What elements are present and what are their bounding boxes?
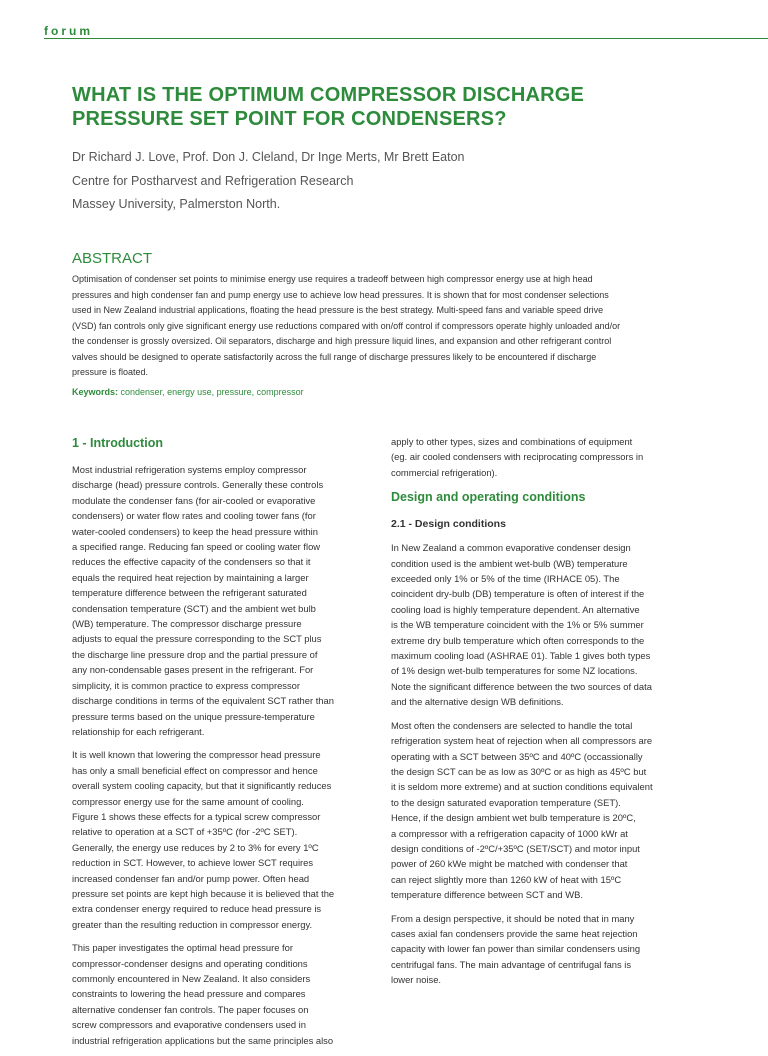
text-line: pressure set points are kept high because it is believed that the <box>72 887 335 899</box>
text-line: water-cooled condensers) to keep the head pressure within <box>72 525 318 537</box>
text-line: pressure terms based on the unique pressure-temperature <box>72 710 315 722</box>
affiliation: Centre for Postharvest and Refrigeration Research <box>72 173 354 188</box>
text-line: relative to operation at a SCT of +35ºC (for -2ºC SET). <box>72 826 298 838</box>
text-line: commercial refrigeration). <box>391 466 498 478</box>
text-line: is the WB temperature coincident with the 1% or 5% summer <box>391 619 644 631</box>
text-line: a compressor with a refrigeration capacity of 1000 kWr at <box>391 827 628 839</box>
text-line: temperature difference between SCT and WB. <box>391 889 583 901</box>
text-line: pressures and high condenser fan and pump energy use to achieve low head pressures. It is shown that for most condenser selections <box>72 289 609 300</box>
text-line: increased condenser fan and/or pump power. Often head <box>72 872 310 884</box>
text-line: cooling load is highly temperature dependent. An alternative <box>391 603 640 615</box>
header-rule <box>44 38 768 39</box>
text-line: coincident dry-bulb (DB) temperature is often of interest if the <box>391 588 645 600</box>
affiliation: Massey University, Palmerston North. <box>72 197 281 211</box>
text-line: reduces the effective capacity of the condensers so that it <box>72 556 311 568</box>
text-line: relationship for each refrigerant. <box>72 725 205 737</box>
keywords <box>72 386 304 399</box>
text-line: discharge (head) pressure controls. Generally these controls <box>72 479 324 491</box>
section-heading-design: Design and operating conditions <box>391 490 586 505</box>
text-line: Most industrial refrigeration systems employ compressor <box>72 464 307 475</box>
article-meta <box>72 146 465 217</box>
abstract-heading: ABSTRACT <box>72 250 153 267</box>
text-line: overall system cooling capacity, but that it significantly reduces <box>72 780 332 792</box>
text-line: maximum cooling load (ASHRAE 01). Table 1 gives both types <box>391 650 651 662</box>
section-heading-introduction: 1 - Introduction <box>72 436 163 450</box>
abstract-body <box>72 272 692 381</box>
title-line: PRESSURE SET POINT FOR CONDENSERS? <box>72 108 507 130</box>
paragraph <box>72 940 378 1048</box>
text-line: Figure 1 shows these effects for a typical screw compressor <box>72 810 321 822</box>
text-line: temperature difference between the refrigerant saturated <box>72 587 307 599</box>
authors: Dr Richard J. Love, Prof. Don J. Cleland, Dr Inge Merts, Mr Brett Eaton <box>72 150 465 164</box>
text-line: commonly encountered in New Zealand. It also considers <box>72 973 311 984</box>
text-line: the condenser is grossly oversized. Oil separators, discharge and high pressure liquid lines, and expansion and other refrigerant control <box>72 336 612 346</box>
paragraph <box>391 718 696 903</box>
text-line: operating with a SCT between 35ºC and 40ºC (occassionally <box>391 750 643 762</box>
text-line: to the design saturated evaporation temperature (SET). <box>391 796 621 808</box>
text-line: greater than the resulting reduction in compressor energy. <box>72 918 313 930</box>
keywords-list: condenser, energy use, pressure, compressor <box>120 387 304 397</box>
text-line: capacity with lower fan power than similar condensers using <box>391 943 641 955</box>
text-line: extreme dry bulb temperature which often corresponds to the <box>391 634 645 646</box>
text-line: centrifugal fans. The main advantage of centrifugal fans is <box>391 958 632 970</box>
paragraph <box>391 434 696 480</box>
text-line: and the alternative design WB definitions. <box>391 696 564 708</box>
text-line: It is well known that lowering the compressor head pressure <box>72 749 321 761</box>
text-line: Hence, if the design ambient wet bulb temperature is 20ºC, <box>391 812 636 824</box>
text-line: alternative condenser fan controls. The paper focuses on <box>72 1003 309 1015</box>
text-line: design conditions of -2ºC/+35ºC (SET/SCT) and motor input <box>391 842 640 854</box>
subsection-heading: 2.1 - Design conditions <box>391 518 506 531</box>
text-line: of 1% design wet-bulb temperatures for some NZ locations. <box>391 665 638 677</box>
text-line: constraints to lowering the head pressure and compares <box>72 988 306 1000</box>
paragraph <box>391 540 696 709</box>
text-line: Optimisation of condenser set points to minimise energy use requires a tradeoff between high compressor energy use at high head <box>72 274 593 284</box>
text-line: can reject slightly more than 1260 kW of heat with 15ºC <box>391 873 622 885</box>
text-line: a specified range. Reducing fan speed or cooling water flow <box>72 541 321 553</box>
text-line: (eg. air cooled condensers with reciprocating compressors in <box>391 451 644 463</box>
paragraph <box>72 462 378 739</box>
paragraph <box>391 911 696 988</box>
text-line: equals the required heat rejection by maintaining a larger <box>72 571 309 583</box>
text-line: From a design perspective, it should be noted that in many <box>391 912 635 924</box>
text-line: Generally, the energy use reduces by 2 to 3% for every 1ºC <box>72 841 319 853</box>
paragraph <box>72 747 378 932</box>
text-line: simplicity, it is common practice to express compressor <box>72 679 301 691</box>
text-line: (VSD) fan controls only give significant energy use reductions compared with on/off control if compressors operate highly unloaded and/or <box>72 320 621 331</box>
text-line: modulate the condenser fans (for air-cooled or evaporative <box>72 494 316 506</box>
text-line: Note the significant difference between the two sources of data <box>391 680 652 692</box>
section-tag: forum <box>44 24 93 38</box>
text-line: extra condenser energy required to reduce head pressure is <box>72 903 322 915</box>
text-line: pressure is floated. <box>72 367 149 377</box>
text-line: any non-condensable gases present in the refrigerant. For <box>72 664 314 676</box>
article-title <box>72 83 732 131</box>
text-line: exceeded only 1% or 5% of the time (IRHACE 05). The <box>391 573 620 585</box>
text-line: valves should be designed to operate satisfactorily across the full range of discharge pressures likely to be encountered if discharge <box>72 351 597 362</box>
right-column <box>391 434 696 996</box>
text-line: industrial refrigeration applications but the same principles also <box>72 1034 334 1046</box>
text-line: has only a small beneficial effect on compressor and hence <box>72 764 318 776</box>
text-line: condition used is the ambient wet-bulb (WB) temperature <box>391 557 628 569</box>
text-line: cases axial fan condensers provide the same heat rejection <box>391 927 638 939</box>
text-line: This paper investigates the optimal head pressure for <box>72 942 293 954</box>
text-line: discharge conditions in terms of the equivalent SCT rather than <box>72 695 334 707</box>
text-line: the design SCT can be as low as 30ºC or as high as 45ºC but <box>391 765 647 777</box>
text-line: used in New Zealand industrial applications, floating the head pressure is the best strategy. Multi-speed fans and variable speed drive <box>72 305 604 315</box>
text-line: (WB) temperature. The compressor discharge pressure <box>72 618 302 630</box>
text-line: condensers) or water flow rates and cooling tower fans (for <box>72 510 316 522</box>
left-column <box>72 434 378 1056</box>
text-line: Most often the condensers are selected to handle the total <box>391 719 633 731</box>
text-line: screw compressors and evaporative condensers used in <box>72 1019 306 1031</box>
text-line: lower noise. <box>391 974 442 986</box>
text-line: compressor-condenser designs and operating conditions <box>72 957 308 969</box>
keywords-label: Keywords: <box>72 387 119 397</box>
text-line: compressor energy use for the same amount of cooling. <box>72 795 304 807</box>
text-line: the discharge line pressure drop and the partial pressure of <box>72 648 318 660</box>
title-line: WHAT IS THE OPTIMUM COMPRESSOR DISCHARGE <box>72 84 585 106</box>
text-line: apply to other types, sizes and combinations of equipment <box>391 436 633 447</box>
text-line: In New Zealand a common evaporative condenser design <box>391 542 631 554</box>
text-line: adjusts to equal the pressure corresponding to the SCT plus <box>72 633 322 645</box>
text-line: condensation temperature (SCT) and the ambient wet bulb <box>72 602 316 614</box>
text-line: it is seldom more extreme) and at suction conditions equivalent <box>391 781 653 793</box>
text-line: refrigeration system heat of rejection when all compressors are <box>391 735 653 747</box>
text-line: power of 260 kWe might be matched with condenser that <box>391 858 628 870</box>
text-line: reduction in SCT. However, to achieve lower SCT requires <box>72 857 314 869</box>
